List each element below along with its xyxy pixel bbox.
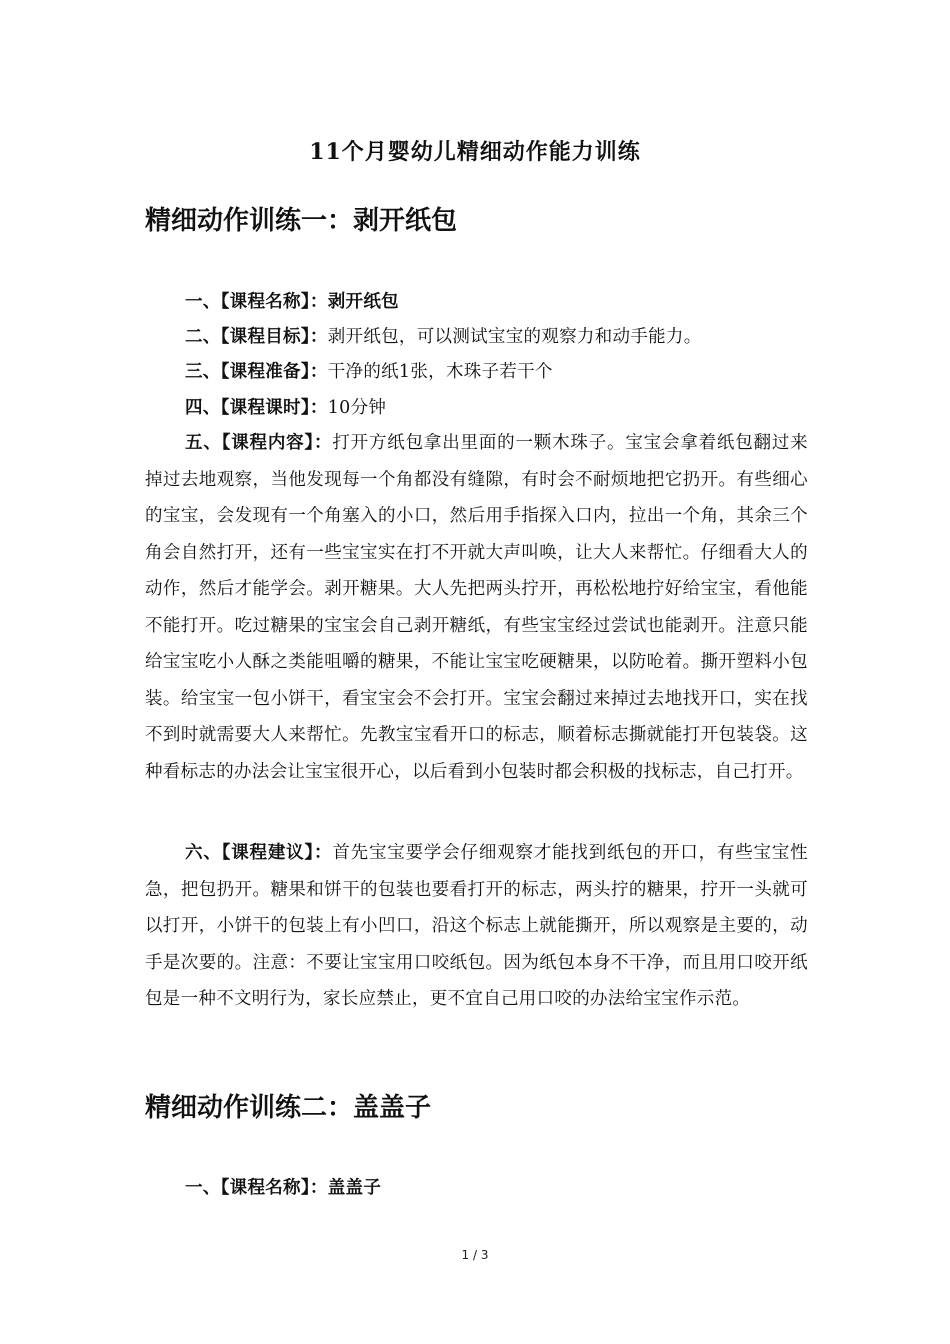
course-name-item (145, 1170, 808, 1207)
item-number: 六、 (185, 843, 222, 863)
course-preparation-item (145, 354, 808, 391)
item-text: 首先宝宝要学会仔细观察才能找到纸包的开口，有些宝宝性急，把包扔开。糖果和饼干的包装也要看打开的标志，两头拧的糖果，拧开一头就可以打开，小饼干的包装上有小凹口，沿这个标志上就能撕开，所以观察是主要的，动手是次要的。注意：不要让宝宝用口咬纸包。因为纸包本身不干净，而且用口咬开纸包是一种不文明行为，家长应禁止，更不宜自己用口咬的办法给宝宝作示范。 (145, 843, 808, 1009)
item-label: 【课程准备】： (220, 362, 328, 382)
item-text: 盖盖子 (327, 1178, 382, 1198)
course-duration-item (145, 390, 808, 427)
item-label: 【课程名称】： (220, 292, 328, 312)
item-label: 【课程课时】： (220, 398, 328, 418)
section-heading-1: 精细动作训练一：剥开纸包 (145, 206, 458, 236)
item-text: 剥开纸包，可以测试宝宝的观察力和动手能力。 (327, 327, 702, 347)
item-text: 干净的纸1张，木珠子若干个 (327, 362, 553, 382)
item-text: 打开方纸包拿出里面的一颗木珠子。宝宝会拿着纸包翻过来掉过去地观察，当他发现每一个角都没有缝隙，有时会不耐烦地把它扔开。有些细心的宝宝，会发现有一个角塞入的小口，然后用手指探入口内，拉出一个角，其余三个角会自然打开，还有一些宝宝实在打不开就大声叫唤，让大人来帮忙。仔细看大人的动作，然后才能学会。剥开糖果。大人先把两头拧开，再松松地拧好给宝宝，看他能不能打开。吃过糖果的宝宝会自己剥开糖纸，有些宝宝经过尝试也能剥开。注意只能给宝宝吃小人酥之类能咀嚼的糖果，不能让宝宝吃硬糖果，以防呛着。撕开塑料小包装。给宝宝一包小饼干，看宝宝会不会打开。宝宝会翻过来掉过去地找开口，实在找不到时就需要大人来帮忙。先教宝宝看开口的标志，顺着标志撕就能打开包装袋。这种看标志的办法会让宝宝很开心，以后看到小包装时都会积极的找标志，自己打开。 (145, 433, 808, 782)
course-goal-item (145, 319, 808, 356)
item-number: 一、 (185, 1178, 221, 1198)
page-number: 1 / 3 (461, 1248, 489, 1262)
course-suggestion-item (145, 835, 808, 1018)
item-text: 10分钟 (327, 398, 387, 418)
item-label: 【课程建议】： (221, 843, 333, 863)
item-number: 五、 (185, 433, 222, 453)
page-title: 11个月婴幼儿精细动作能力训练 (309, 139, 641, 165)
item-number: 三、 (185, 362, 221, 382)
course-content-item (145, 425, 808, 790)
item-number: 二、 (185, 327, 221, 347)
item-label: 【课程目标】： (220, 327, 328, 347)
course-name-item (145, 284, 808, 321)
item-number: 一、 (185, 292, 221, 312)
item-text: 剥开纸包 (327, 292, 399, 312)
item-label: 【课程名称】： (220, 1178, 328, 1198)
section-heading-2: 精细动作训练二：盖盖子 (145, 1093, 432, 1123)
item-label: 【课程内容】： (221, 433, 333, 453)
item-number: 四、 (185, 398, 221, 418)
